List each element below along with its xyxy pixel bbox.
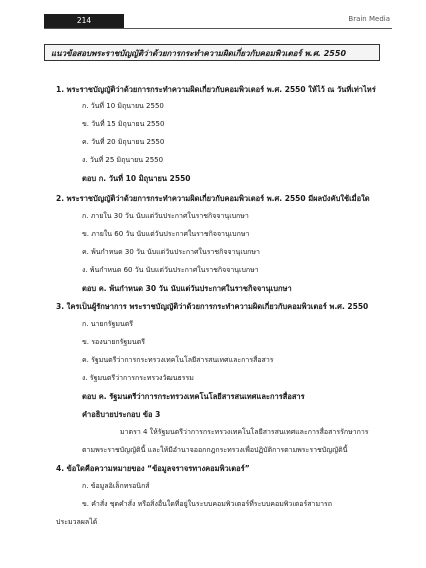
question-4-continuation: ประมวลผลได้ bbox=[56, 518, 98, 526]
explanation-line-1: มาตรา 4 ให้รัฐมนตรีว่าการกระทรวงเทคโนโลยีสารสนเทศและการสื่อสารรักษาการ bbox=[120, 428, 369, 436]
brand-name: Brain Media bbox=[348, 15, 390, 23]
question-1-option-d: ง. วันที่ 25 มิถุนายน 2550 bbox=[82, 156, 164, 164]
question-1-option-a: ก. วันที่ 10 มิถุนายน 2550 bbox=[82, 102, 164, 110]
explanation-line-2: ตามพระราชบัญญัตินี้ และให้มีอำนาจออกกฎกระทรวงเพื่อปฏิบัติการตามพระราชบัญญัตินี้ bbox=[82, 446, 348, 454]
question-2-option-b: ข. ภายใน 60 วัน นับแต่วันประกาศในราชกิจจานุเบกษา bbox=[82, 230, 250, 238]
question-2-answer: ตอบ ค. พ้นกำหนด 30 วัน นับแต่วันประกาศในราชกิจจานุเบกษา bbox=[82, 284, 292, 293]
question-2-option-d: ง. พ้นกำหนด 60 วัน นับแต่วันประกาศในราชกิจจานุเบกษา bbox=[82, 266, 259, 274]
question-1-option-c: ค. วันที่ 20 มิถุนายน 2550 bbox=[82, 138, 165, 146]
question-2: 2. พระราชบัญญัติว่าด้วยการกระทำความผิดเกี่ยวกับคอมพิวเตอร์ พ.ศ. 2550 มีผลบังคับใช้เมื่อใด bbox=[56, 194, 370, 203]
question-3-option-a: ก. นายกรัฐมนตรี bbox=[82, 320, 134, 328]
question-3-option-c: ค. รัฐมนตรีว่าการกระทรวงเทคโนโลยีสารสนเทศและการสื่อสาร bbox=[82, 356, 274, 364]
question-1: 1. พระราชบัญญัติว่าด้วยการกระทำความผิดเกี่ยวกับคอมพิวเตอร์ พ.ศ. 2550 ให้ไว้ ณ วันที่เท่าไหร่ bbox=[56, 85, 376, 94]
question-1-answer: ตอบ ก. วันที่ 10 มิถุนายน 2550 bbox=[82, 174, 191, 183]
question-3-answer: ตอบ ค. รัฐมนตรีว่าการกระทรวงเทคโนโลยีสารสนเทศและการสื่อสาร bbox=[82, 392, 305, 401]
page-header bbox=[44, 14, 392, 29]
explanation-title: คำอธิบายประกอบ ข้อ 3 bbox=[82, 410, 161, 419]
question-3-option-b: ข. รองนายกรัฐมนตรี bbox=[82, 338, 145, 346]
question-4-option-a: ก. ข้อมูลอิเล็กทรอนิกส์ bbox=[82, 482, 150, 490]
question-4: 4. ข้อใดคือความหมายของ “ข้อมูลจราจรทางคอมพิวเตอร์” bbox=[56, 464, 250, 473]
question-2-option-c: ค. พ้นกำหนด 30 วัน นับแต่วันประกาศในราชกิจจานุเบกษา bbox=[82, 248, 260, 256]
question-3: 3. ใครเป็นผู้รักษาการ พระราชบัญญัติว่าด้วยการกระทำความผิดเกี่ยวกับคอมพิวเตอร์ พ.ศ. 2550 bbox=[56, 302, 369, 311]
question-2-option-a: ก. ภายใน 30 วัน นับแต่วันประกาศในราชกิจจานุเบกษา bbox=[82, 212, 249, 220]
question-3-option-d: ง. รัฐมนตรีว่าการกระทรวงวัฒนธรรม bbox=[82, 374, 194, 382]
section-title: แนวข้อสอบพระราชบัญญัติว่าด้วยการกระทำความผิดเกี่ยวกับคอมพิวเตอร์ พ.ศ. 2550 bbox=[44, 44, 380, 61]
question-1-option-b: ข. วันที่ 15 มิถุนายน 2550 bbox=[82, 120, 165, 128]
question-4-option-b: ข. คำสั่ง ชุดคำสั่ง หรือสิ่งอื่นใดที่อยู่ในระบบคอมพิวเตอร์ที่ระบบคอมพิวเตอร์สามารถ bbox=[82, 500, 333, 508]
page-number: 214 bbox=[44, 14, 124, 28]
